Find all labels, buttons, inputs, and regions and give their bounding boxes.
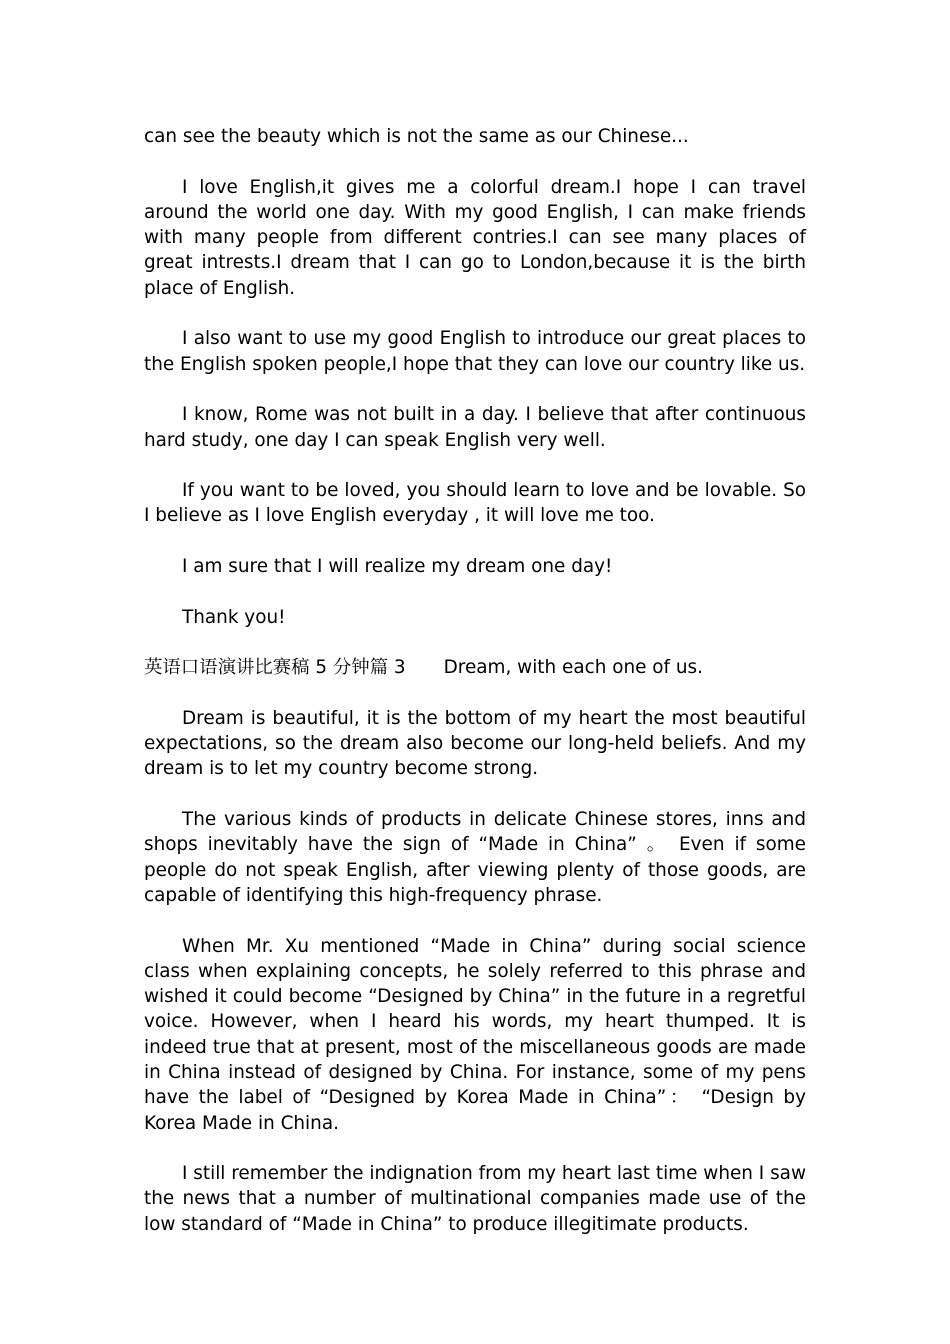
paragraph-love-english: I love English,it gives me a colorful dream.I hope I can travel around the world one day. With my good English, I can make friends with many people from different contries.I can see many places of great intrests.I dream that I can go to London,because it is the birth place of English.: [144, 176, 806, 299]
paragraph-mr-xu: When Mr. Xu mentioned “Made in China” during social science class when explaining concepts, he solely referred to this phrase and wished it could become “Designed by China” in the future in a regretful voice. However, when I heard his words, my heart thumped. It is indeed true that at present, most of the miscellaneous goods are made in China instead of designed by China. For instance, some of my pens have the label of “Designed by Korea Made in China”： “Design by Korea Made in China.: [144, 935, 806, 1134]
paragraph-continuation: can see the beauty which is not the same as our Chinese...: [144, 126, 689, 147]
paragraph-dream-beautiful: Dream is beautiful, it is the bottom of my heart the most beautiful expectations, so the dream also become our long-held beliefs. And my dream is to let my country become strong.: [144, 707, 806, 780]
paragraph-introduce-places: I also want to use my good English to introduce our great places to the English spoken people,I hope that they can love our country like us.: [144, 328, 806, 375]
section-subtitle: Dream, with each one of us.: [443, 657, 703, 679]
paragraph-thank-you: Thank you!: [182, 606, 286, 628]
document-page: [144, 124, 806, 1262]
section-heading-line: [144, 655, 806, 680]
section-heading: 英语口语演讲比赛稿 5 分钟篇 3: [144, 657, 406, 679]
paragraph-indignation: I still remember the indignation from my heart last time when I saw the news that a number of multinational companies made use of the low standard of “Made in China” to produce illegitimate products.: [144, 1163, 806, 1235]
paragraph-be-loved: If you want to be loved, you should learn to love and be lovable. So I believe as I love English everyday , it will love me too.: [144, 480, 806, 527]
paragraph-rome: I know, Rome was not built in a day. I believe that after continuous hard study, one day I can speak English very well.: [144, 404, 806, 451]
paragraph-realize-dream: I am sure that I will realize my dream one day!: [182, 556, 613, 578]
paragraph-made-in-china: The various kinds of products in delicate Chinese stores, inns and shops inevitably have the sign of “Made in China” 。 Even if some people do not speak English, after viewing plenty of those goods, are capable of identifying this high-frequency phrase.: [144, 809, 806, 906]
